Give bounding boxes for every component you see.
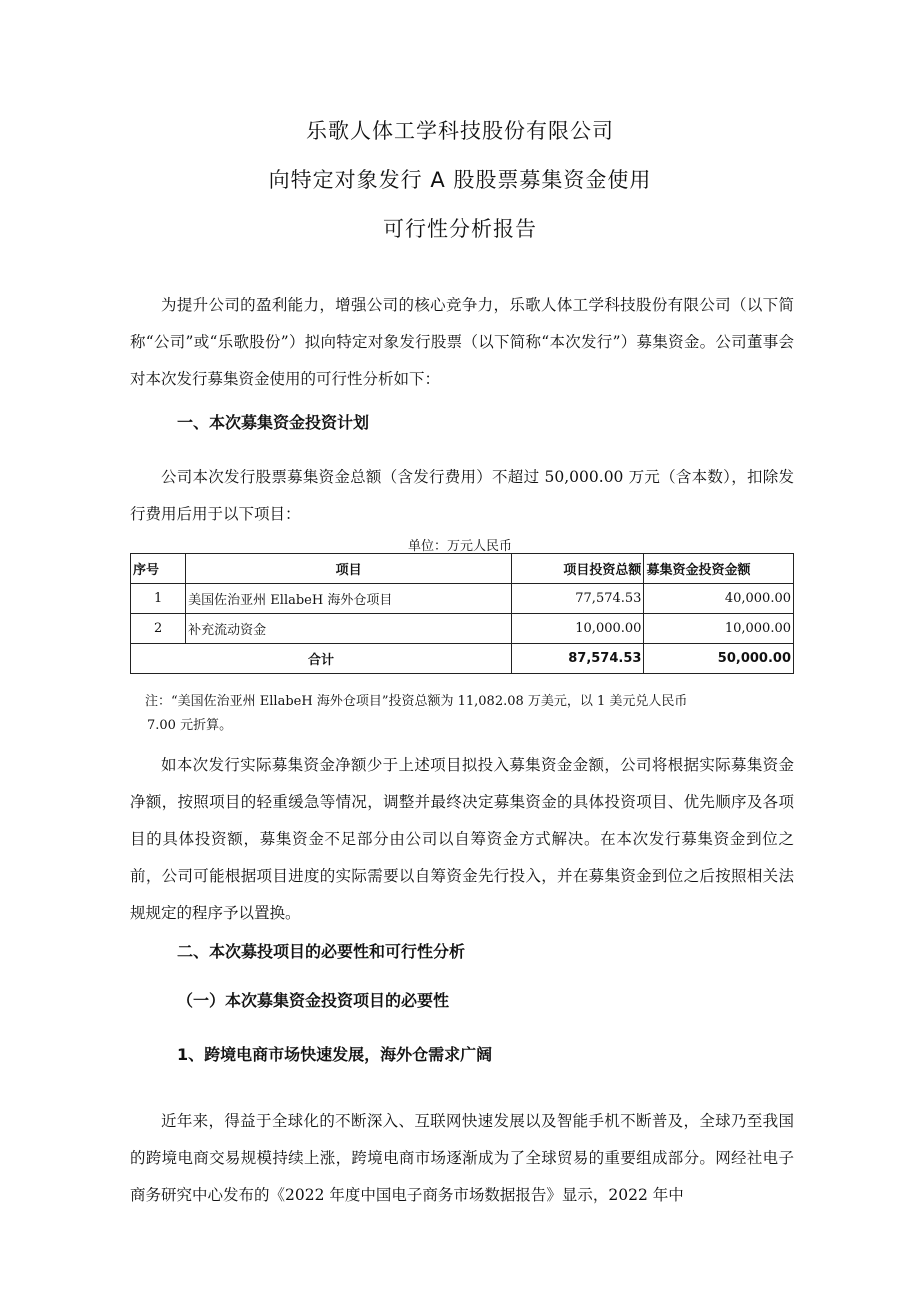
table-footnote (145, 690, 785, 738)
header-index: 序号 (131, 554, 186, 584)
table-row (131, 584, 794, 614)
row-project-name: 补充流动资金 (186, 614, 512, 644)
sum-total-investment: 87,574.53 (512, 644, 644, 674)
table-sum-row (131, 644, 794, 674)
doc-title-line-1: 乐歌人体工学科技股份有限公司 (306, 119, 614, 143)
section-2-paragraph: 近年来，得益于全球化的不断深入、互联网快速发展以及智能手机不断普及，全球乃至我国的跨境电商交易规模持续上涨，跨境电商市场逐渐成为了全球贸易的重要组成部分。网经社电子商务研究中心发布的《2022 年度中国电子商务市场数据报告》显示，2022 年中 (130, 1112, 794, 1204)
fund-allocation-table (130, 553, 794, 674)
row-project-name: 美国佐治亚州 EllabeH 海外仓项目 (186, 584, 512, 614)
section-2-heading: 二、本次募投项目的必要性和可行性分析 (177, 942, 466, 961)
intro-paragraph: 为提升公司的盈利能力，增强公司的核心竞争力，乐歌人体工学科技股份有限公司（以下简称“公司”或“乐歌股份”）拟向特定对象发行股票（以下简称“本次发行”）募集资金。公司董事会对本次发行募集资金使用的可行性分析如下： (130, 296, 794, 388)
row-total-investment: 10,000.00 (512, 614, 644, 644)
table-unit-label: 单位：万元人民币 (407, 539, 512, 554)
row-index: 1 (131, 584, 186, 614)
footnote-line-1: 注：“美国佐治亚州 EllabeH 海外仓项目”投资总额为 11,082.08 万美元，以 1 美元兑人民币 (145, 694, 688, 709)
sum-label: 合计 (131, 644, 512, 674)
header-project: 项目 (186, 554, 512, 584)
table-header-row (131, 554, 794, 584)
section-1-heading: 一、本次募集资金投资计划 (177, 413, 370, 432)
section-1-paragraph-2: 如本次发行实际募集资金净额少于上述项目拟投入募集资金金额，公司将根据实际募集资金净额，按照项目的轻重缓急等情况，调整并最终决定募集资金的具体投资项目、优先顺序及各项目的具体投资额，募集资金不足部分由公司以自筹资金方式解决。在本次发行募集资金到位之前，公司可能根据项目进度的实际需要以自筹资金先行投入，并在募集资金到位之后按照相关法规规定的程序予以置换。 (130, 756, 794, 922)
subsection-1-heading: （一）本次募集资金投资项目的必要性 (177, 991, 450, 1010)
row-index: 2 (131, 614, 186, 644)
section-1-paragraph: 公司本次发行股票募集资金总额（含发行费用）不超过 50,000.00 万元（含本数），扣除发行费用后用于以下项目： (130, 468, 794, 523)
footnote-line-2: 7.00 元折算。 (147, 718, 233, 733)
header-total-investment: 项目投资总额 (512, 554, 644, 584)
table-row (131, 614, 794, 644)
subsection-1-1-heading: 1、跨境电商市场快速发展，海外仓需求广阔 (177, 1045, 493, 1064)
row-raised-funds: 40,000.00 (644, 584, 794, 614)
sum-raised-funds: 50,000.00 (644, 644, 794, 674)
row-raised-funds: 10,000.00 (644, 614, 794, 644)
row-total-investment: 77,574.53 (512, 584, 644, 614)
doc-title-line-2: 向特定对象发行 A 股股票募集资金使用 (268, 168, 652, 192)
doc-title-line-3: 可行性分析报告 (383, 217, 537, 241)
header-raised-funds: 募集资金投资金额 (644, 554, 794, 584)
